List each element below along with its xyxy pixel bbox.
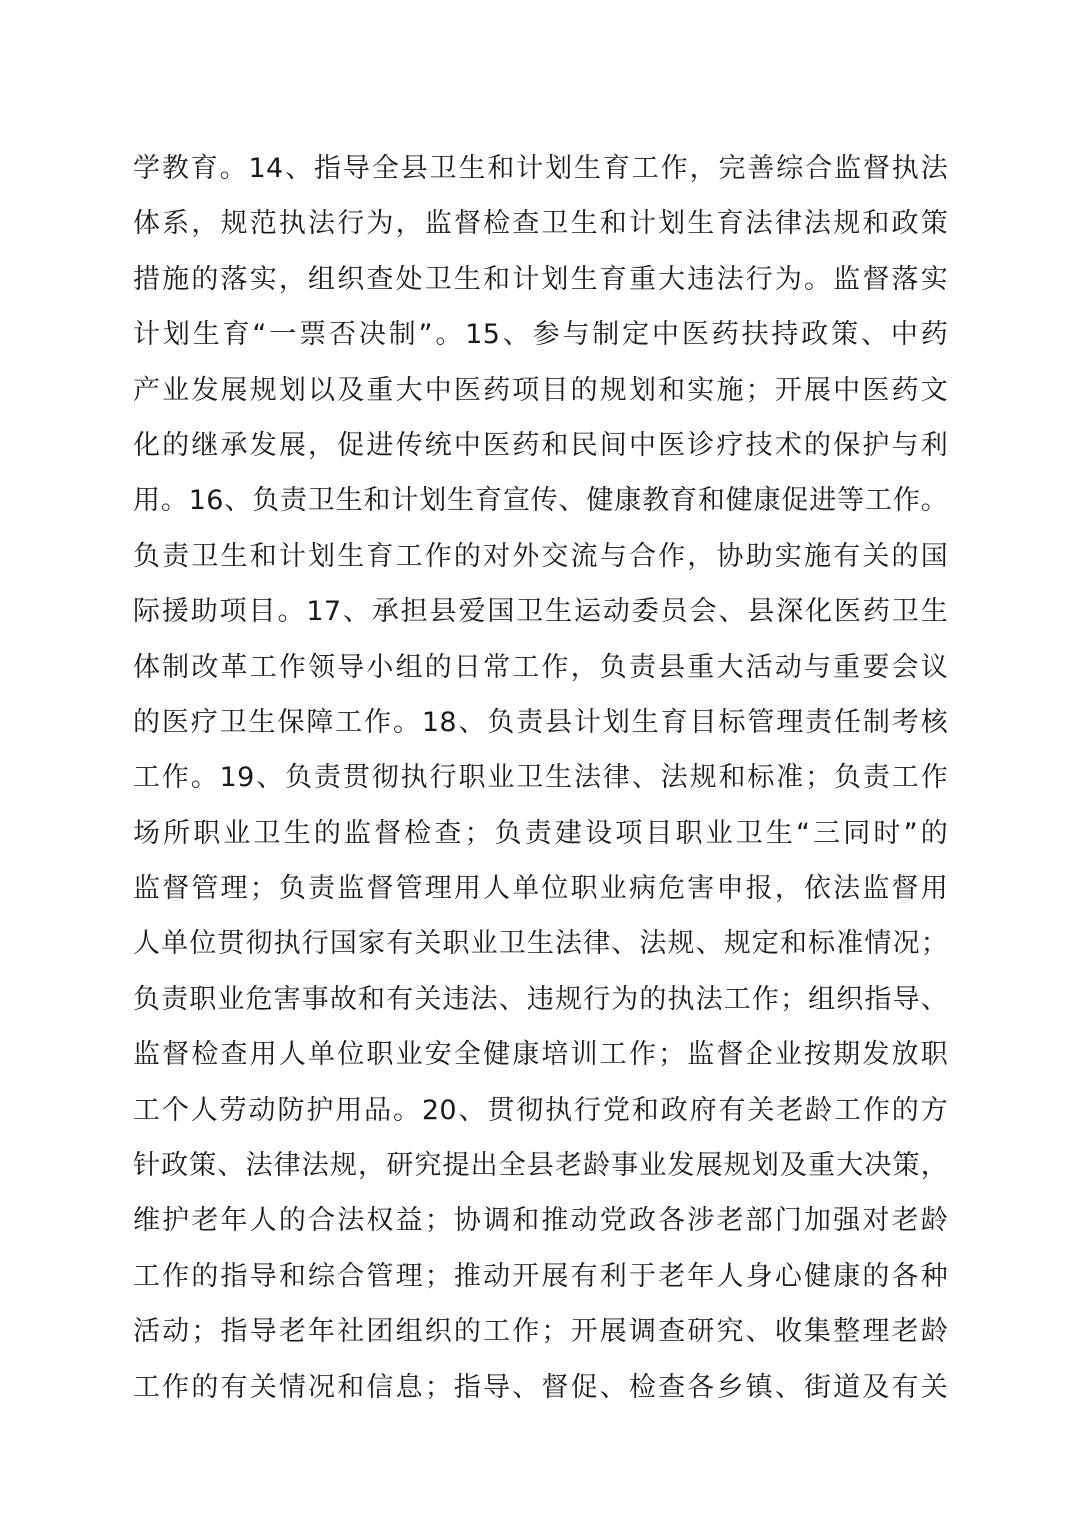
text-line: 负责卫生和计划生育工作的对外交流与合作，协助实施有关的国: [133, 540, 948, 572]
body-text: [133, 141, 948, 1415]
text-line: 负责职业危害事故和有关违法、违规行为的执法工作；组织指导、: [133, 983, 948, 1015]
text-line: 体制改革工作领导小组的日常工作，负责县重大活动与重要会议: [133, 651, 948, 683]
text-line: 际援助项目。17、承担县爱国卫生运动委员会、县深化医药卫生: [133, 596, 948, 628]
text-line: 学教育。14、指导全县卫生和计划生育工作，完善综合监督执法: [133, 153, 948, 184]
text-line: 用。16、负责卫生和计划生育宣传、健康教育和健康促进等工作。: [133, 485, 948, 517]
text-line: 工作的有关情况和信息；指导、督促、检查各乡镇、街道及有关: [133, 1371, 948, 1403]
text-line: 活动；指导老年社团组织的工作；开展调查研究、收集整理老龄: [133, 1316, 948, 1348]
text-line: 化的继承发展，促进传统中医药和民间中医诊疗技术的保护与利: [133, 429, 948, 461]
text-line: 监督管理；负责监督管理用人单位职业病危害申报，依法监督用: [133, 873, 948, 905]
text-line: 产业发展规划以及重大中医药项目的规划和实施；开展中医药文: [133, 374, 948, 406]
text-line: 针政策、法律法规，研究提出全县老龄事业发展规划及重大决策，: [133, 1150, 948, 1182]
text-line: 计划生育“一票否决制”。15、参与制定中医药扶持政策、中药: [133, 319, 948, 351]
text-line: 措施的落实，组织查处卫生和计划生育重大违法行为。监督落实: [133, 263, 948, 295]
text-line: 工个人劳动防护用品。20、贯彻执行党和政府有关老龄工作的方: [133, 1094, 948, 1126]
text-line: 维护老年人的合法权益；协调和推动党政各涉老部门加强对老龄: [133, 1205, 948, 1237]
text-line: 体系，规范执法行为，监督检查卫生和计划生育法律法规和政策: [133, 208, 948, 240]
text-line: 工作。19、负责贯彻执行职业卫生法律、法规和标准；负责工作: [133, 762, 948, 794]
text-line: 场所职业卫生的监督检查；负责建设项目职业卫生“三同时”的: [133, 817, 948, 849]
text-line: 的医疗卫生保障工作。18、负责县计划生育目标管理责任制考核: [133, 706, 948, 738]
text-line: 监督检查用人单位职业安全健康培训工作；监督企业按期发放职: [133, 1039, 948, 1071]
text-line: 人单位贯彻执行国家有关职业卫生法律、法规、规定和标准情况；: [133, 928, 948, 960]
text-line: 工作的指导和综合管理；推动开展有利于老年人身心健康的各种: [133, 1260, 948, 1292]
